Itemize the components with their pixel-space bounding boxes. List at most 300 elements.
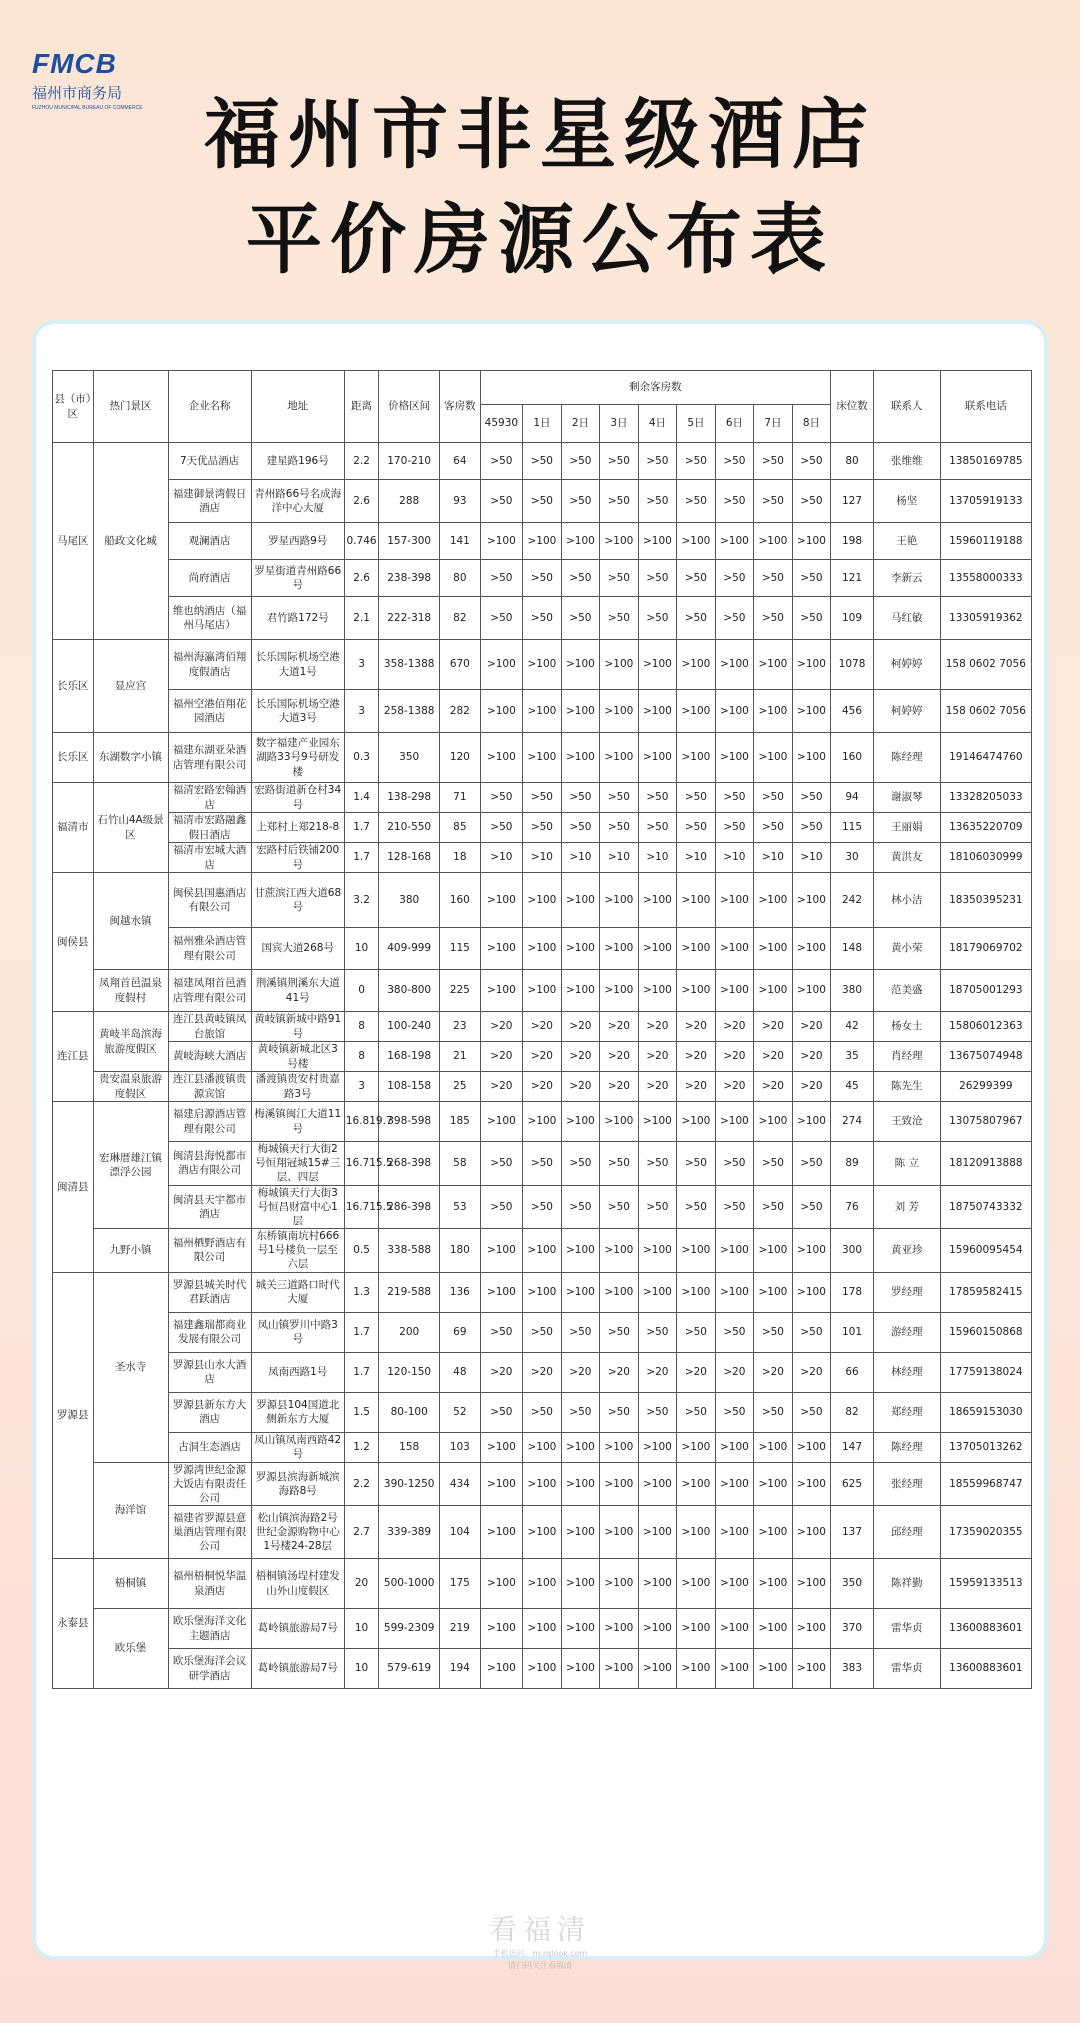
remaining-cell: >100 [638,873,677,928]
remaining-cell: >50 [754,1142,793,1186]
price-cell: 158 [379,1432,440,1462]
rooms-cell: 141 [440,523,481,560]
remaining-cell: >100 [638,640,677,690]
remaining-cell: >50 [600,1392,639,1432]
distance-cell: 1.3 [344,1272,378,1312]
address-cell: 东桥镇南坑村666号1号楼负一层至六层 [251,1229,344,1273]
distance-cell: 10 [344,1649,378,1689]
header-county: 县（市）区 [53,371,94,443]
header-day: 8日 [792,405,831,443]
remaining-cell: >100 [638,1649,677,1689]
remaining-cell: >20 [523,1352,562,1392]
remaining-cell: >50 [754,1392,793,1432]
area-cell: 东湖数字小镇 [93,733,168,783]
company-cell: 福州海瀛湾佰翔度假酒店 [168,640,251,690]
remaining-cell: >100 [480,873,523,928]
remaining-cell: >100 [677,523,716,560]
phone-cell: 18559968747 [940,1462,1031,1506]
rooms-cell: 48 [440,1352,481,1392]
company-cell: 福建东湖亚朵酒店管理有限公司 [168,733,251,783]
table-row [53,480,1032,523]
header-company: 企业名称 [168,371,251,443]
remaining-cell: >50 [600,813,639,843]
table-row [53,1229,1032,1273]
company-cell: 罗源湾世纪金源大饭店有限责任公司 [168,1462,251,1506]
phone-cell: 17359020355 [940,1506,1031,1559]
company-cell: 欧乐堡海洋文化主题酒店 [168,1609,251,1649]
remaining-cell: >100 [754,1432,793,1462]
area-cell: 石竹山4A级景区 [93,783,168,873]
table-row [53,1272,1032,1312]
address-cell: 凤南西路1号 [251,1352,344,1392]
beds-cell: 198 [831,523,874,560]
distance-cell: 8 [344,1012,378,1042]
phone-cell: 13675074948 [940,1042,1031,1072]
remaining-cell: >50 [480,1312,523,1352]
rooms-cell: 103 [440,1432,481,1462]
watermark-line2: 请扫码关注看福清 [508,1961,572,1970]
header-phone: 联系电话 [940,371,1031,443]
remaining-cell: >50 [677,560,716,597]
table-row [53,843,1032,873]
company-cell: 古洞生态酒店 [168,1432,251,1462]
remaining-cell: >50 [715,560,754,597]
price-cell: 288 [379,480,440,523]
county-cell: 福清市 [53,783,94,873]
price-cell: 258-1388 [379,690,440,733]
remaining-cell: >50 [715,1312,754,1352]
remaining-cell: >100 [523,733,562,783]
remaining-cell: >100 [600,523,639,560]
remaining-cell: >50 [715,597,754,640]
price-cell: 238-398 [379,560,440,597]
company-cell: 观澜酒店 [168,523,251,560]
remaining-cell: >50 [677,1142,716,1186]
beds-cell: 76 [831,1185,874,1229]
company-cell: 罗源县山水大酒店 [168,1352,251,1392]
area-cell: 贵安温泉旅游度假区 [93,1072,168,1102]
remaining-cell: >100 [792,1272,831,1312]
remaining-cell: >100 [523,1559,562,1609]
address-cell: 凤山镇凤南西路42号 [251,1432,344,1462]
rooms-cell: 18 [440,843,481,873]
remaining-cell: >100 [600,928,639,970]
table-row [53,1042,1032,1072]
rooms-cell: 82 [440,597,481,640]
remaining-cell: >100 [715,1229,754,1273]
area-cell: 黄岐半岛滨海旅游度假区 [93,1012,168,1072]
area-cell: 梧桐镇 [93,1559,168,1609]
area-cell: 圣水寺 [93,1272,168,1462]
remaining-cell: >50 [600,1142,639,1186]
rooms-cell: 69 [440,1312,481,1352]
phone-cell: 26299399 [940,1072,1031,1102]
remaining-cell: >100 [600,1649,639,1689]
contact-cell: 马红敏 [873,597,940,640]
table-row [53,928,1032,970]
table-row [53,560,1032,597]
remaining-cell: >20 [480,1352,523,1392]
company-cell: 福清市宏路融鑫假日酒店 [168,813,251,843]
remaining-cell: >100 [523,1462,562,1506]
rooms-cell: 282 [440,690,481,733]
remaining-cell: >10 [754,843,793,873]
remaining-cell: >20 [792,1042,831,1072]
remaining-cell: >50 [754,1312,793,1352]
address-cell: 潘渡镇贵安村贵嘉路3号 [251,1072,344,1102]
address-cell: 梅溪镇闽江大道11号 [251,1102,344,1142]
table-row [53,1012,1032,1042]
remaining-cell: >100 [792,1506,831,1559]
remaining-cell: >100 [561,873,600,928]
distance-cell: 16.715.5 [344,1185,378,1229]
phone-cell: 19146474760 [940,733,1031,783]
remaining-cell: >100 [480,640,523,690]
remaining-cell: >100 [561,1609,600,1649]
phone-cell: 18179069702 [940,928,1031,970]
rooms-cell: 670 [440,640,481,690]
contact-cell: 王丽娟 [873,813,940,843]
address-cell: 上郑村上郑218-8 [251,813,344,843]
table-row [53,523,1032,560]
remaining-cell: >100 [638,970,677,1012]
rooms-cell: 219 [440,1609,481,1649]
phone-cell: 13705919133 [940,480,1031,523]
company-cell: 闽清县天宇都市酒店 [168,1185,251,1229]
table-row [53,640,1032,690]
beds-cell: 380 [831,970,874,1012]
remaining-cell: >50 [638,560,677,597]
remaining-cell: >50 [677,1392,716,1432]
remaining-cell: >50 [792,1392,831,1432]
company-cell: 福州栖野酒店有限公司 [168,1229,251,1273]
county-cell: 罗源县 [53,1272,94,1559]
distance-cell: 10 [344,1609,378,1649]
beds-cell: 383 [831,1649,874,1689]
remaining-cell: >100 [600,873,639,928]
remaining-cell: >100 [480,733,523,783]
contact-cell: 郑经理 [873,1392,940,1432]
remaining-cell: >100 [600,1432,639,1462]
remaining-cell: >20 [638,1072,677,1102]
header-day: 3日 [600,405,639,443]
address-cell: 罗源县滨海新城滨海路8号 [251,1462,344,1506]
phone-cell: 18705001293 [940,970,1031,1012]
phone-cell: 13075807967 [940,1102,1031,1142]
remaining-cell: >50 [561,1185,600,1229]
company-cell: 福建凤翔首邑酒店管理有限公司 [168,970,251,1012]
distance-cell: 1.7 [344,813,378,843]
remaining-cell: >50 [480,1392,523,1432]
table-row [53,597,1032,640]
remaining-cell: >20 [754,1012,793,1042]
remaining-cell: >50 [480,1185,523,1229]
remaining-cell: >50 [638,1142,677,1186]
price-cell: 210-550 [379,813,440,843]
distance-cell: 0.746 [344,523,378,560]
address-cell: 罗星西路9号 [251,523,344,560]
beds-cell: 30 [831,843,874,873]
area-cell: 宏琳厝雄江镇漂浮公园 [93,1102,168,1229]
remaining-cell: >50 [792,443,831,480]
remaining-cell: >100 [677,690,716,733]
remaining-cell: >50 [715,480,754,523]
contact-cell: 雷华贞 [873,1609,940,1649]
remaining-cell: >100 [480,1559,523,1609]
remaining-cell: >50 [480,597,523,640]
address-cell: 数字福建产业园东湖路33号9号研发楼 [251,733,344,783]
phone-cell: 17759138024 [940,1352,1031,1392]
remaining-cell: >100 [677,970,716,1012]
address-cell: 长乐国际机场空港大道3号 [251,690,344,733]
remaining-cell: >50 [523,1142,562,1186]
price-cell: 219-588 [379,1272,440,1312]
price-cell: 500-1000 [379,1559,440,1609]
remaining-cell: >50 [480,813,523,843]
remaining-cell: >100 [523,690,562,733]
beds-cell: 1078 [831,640,874,690]
county-cell: 长乐区 [53,733,94,783]
company-cell: 福州梧桐悦华温泉酒店 [168,1559,251,1609]
remaining-cell: >100 [677,640,716,690]
remaining-cell: >100 [677,1462,716,1506]
header-beds: 床位数 [831,371,874,443]
distance-cell: 16.715.5 [344,1142,378,1186]
price-cell: 380 [379,873,440,928]
rooms-cell: 21 [440,1042,481,1072]
distance-cell: 2.6 [344,560,378,597]
address-cell: 宏路街道新仓村34号 [251,783,344,813]
remaining-cell: >100 [561,640,600,690]
remaining-cell: >100 [523,640,562,690]
beds-cell: 137 [831,1506,874,1559]
address-cell: 城关三道路口时代大厦 [251,1272,344,1312]
remaining-cell: >100 [638,1559,677,1609]
remaining-cell: >50 [561,1312,600,1352]
price-cell: 409-999 [379,928,440,970]
contact-cell: 刘 芳 [873,1185,940,1229]
remaining-cell: >100 [715,1102,754,1142]
rooms-cell: 104 [440,1506,481,1559]
company-cell: 福建省罗源县意巢酒店管理有限公司 [168,1506,251,1559]
contact-cell: 黄小荣 [873,928,940,970]
rooms-cell: 185 [440,1102,481,1142]
remaining-cell: >50 [561,783,600,813]
remaining-cell: >100 [600,1506,639,1559]
price-cell: 138-298 [379,783,440,813]
beds-cell: 148 [831,928,874,970]
company-cell: 连江县黄岐镇凤台旅馆 [168,1012,251,1042]
beds-cell: 115 [831,813,874,843]
remaining-cell: >50 [792,1312,831,1352]
remaining-cell: >100 [523,1649,562,1689]
remaining-cell: >100 [754,970,793,1012]
header-price: 价格区间 [379,371,440,443]
remaining-cell: >100 [677,873,716,928]
remaining-cell: >50 [561,480,600,523]
price-cell: 80-100 [379,1392,440,1432]
price-cell: 108-158 [379,1072,440,1102]
remaining-cell: >100 [754,928,793,970]
remaining-cell: >20 [480,1072,523,1102]
remaining-cell: >50 [754,443,793,480]
distance-cell: 1.2 [344,1432,378,1462]
beds-cell: 109 [831,597,874,640]
table-row [53,873,1032,928]
price-cell: 286-398 [379,1185,440,1229]
remaining-cell: >50 [715,1142,754,1186]
remaining-cell: >100 [792,1649,831,1689]
phone-cell: 18659153030 [940,1392,1031,1432]
remaining-cell: >20 [523,1012,562,1042]
remaining-cell: >20 [754,1072,793,1102]
contact-cell: 罗经理 [873,1272,940,1312]
contact-cell: 陈经理 [873,1432,940,1462]
remaining-cell: >100 [523,1432,562,1462]
county-cell: 闽清县 [53,1102,94,1273]
contact-cell: 谢淑琴 [873,783,940,813]
rooms-cell: 115 [440,928,481,970]
company-cell: 福州空港佰翔花园酒店 [168,690,251,733]
remaining-cell: >100 [561,1559,600,1609]
beds-cell: 94 [831,783,874,813]
contact-cell: 张经理 [873,1462,940,1506]
company-cell: 维也纳酒店（福州马尾店） [168,597,251,640]
header-address: 地址 [251,371,344,443]
remaining-cell: >50 [523,597,562,640]
remaining-cell: >100 [715,1272,754,1312]
company-cell: 闽侯县国惠酒店有限公司 [168,873,251,928]
remaining-cell: >100 [677,1432,716,1462]
remaining-cell: >20 [480,1042,523,1072]
remaining-cell: >50 [638,783,677,813]
header-day: 1日 [523,405,562,443]
beds-cell: 242 [831,873,874,928]
remaining-cell: >100 [715,640,754,690]
remaining-cell: >50 [792,1142,831,1186]
address-cell: 建星路196号 [251,443,344,480]
contact-cell: 陈先生 [873,1072,940,1102]
phone-cell: 17859582415 [940,1272,1031,1312]
remaining-cell: >100 [561,928,600,970]
contact-cell: 杨女士 [873,1012,940,1042]
remaining-cell: >20 [792,1352,831,1392]
rooms-cell: 160 [440,873,481,928]
remaining-cell: >50 [754,597,793,640]
header-day: 6日 [715,405,754,443]
remaining-cell: >100 [715,1559,754,1609]
remaining-cell: >20 [561,1072,600,1102]
remaining-cell: >50 [715,813,754,843]
price-cell: 599-2309 [379,1609,440,1649]
rooms-cell: 23 [440,1012,481,1042]
remaining-cell: >10 [638,843,677,873]
contact-cell: 林小洁 [873,873,940,928]
remaining-cell: >100 [792,523,831,560]
remaining-cell: >100 [561,1462,600,1506]
remaining-cell: >100 [677,928,716,970]
remaining-cell: >100 [792,1102,831,1142]
area-cell: 欧乐堡 [93,1609,168,1689]
remaining-cell: >20 [561,1012,600,1042]
logo-cn: 福州市商务局 [32,84,123,102]
remaining-cell: >100 [600,970,639,1012]
phone-cell: 13850169785 [940,443,1031,480]
contact-cell: 柯婷婷 [873,690,940,733]
beds-cell: 82 [831,1392,874,1432]
distance-cell: 1.5 [344,1392,378,1432]
distance-cell: 0.3 [344,733,378,783]
remaining-cell: >50 [792,783,831,813]
price-cell: 339-389 [379,1506,440,1559]
remaining-cell: >50 [523,1392,562,1432]
table-row [53,1072,1032,1102]
beds-cell: 370 [831,1609,874,1649]
company-cell: 福建御景湾假日酒店 [168,480,251,523]
table-row [53,970,1032,1012]
rooms-cell: 136 [440,1272,481,1312]
phone-cell: 15960150868 [940,1312,1031,1352]
table-row [53,1462,1032,1506]
remaining-cell: >100 [677,1559,716,1609]
table-row [53,733,1032,783]
company-cell: 闽清县海悦都市酒店有限公司 [168,1142,251,1186]
rooms-cell: 120 [440,733,481,783]
company-cell: 连江县潘渡镇贵源宾馆 [168,1072,251,1102]
remaining-cell: >100 [754,733,793,783]
remaining-cell: >50 [792,597,831,640]
distance-cell: 10 [344,928,378,970]
remaining-cell: >100 [480,690,523,733]
remaining-cell: >100 [600,1462,639,1506]
remaining-cell: >100 [715,733,754,783]
contact-cell: 范美盛 [873,970,940,1012]
remaining-cell: >100 [561,690,600,733]
remaining-cell: >50 [600,480,639,523]
address-cell: 松山镇滨海路2号世纪金源购物中心1号楼24-28层 [251,1506,344,1559]
distance-cell: 2.1 [344,597,378,640]
remaining-cell: >20 [792,1072,831,1102]
header-day: 4日 [638,405,677,443]
header-distance: 距离 [344,371,378,443]
remaining-cell: >100 [792,1462,831,1506]
remaining-cell: >100 [638,1609,677,1649]
contact-cell: 黄亚珍 [873,1229,940,1273]
remaining-cell: >100 [523,1272,562,1312]
remaining-cell: >100 [561,1649,600,1689]
remaining-cell: >50 [600,560,639,597]
contact-cell: 雷华贞 [873,1649,940,1689]
remaining-cell: >50 [480,560,523,597]
remaining-cell: >100 [677,1506,716,1559]
beds-cell: 350 [831,1559,874,1609]
remaining-cell: >100 [480,1432,523,1462]
address-cell: 凤山镇罗川中路3号 [251,1312,344,1352]
price-cell: 398-598 [379,1102,440,1142]
company-cell: 欧乐堡海洋会议研学酒店 [168,1649,251,1689]
remaining-cell: >20 [600,1072,639,1102]
county-cell: 连江县 [53,1012,94,1102]
remaining-cell: >50 [600,443,639,480]
remaining-cell: >100 [677,1102,716,1142]
address-cell: 梅城镇天行大街2号恒翔冠城15#三层、四层 [251,1142,344,1186]
remaining-cell: >50 [480,783,523,813]
remaining-cell: >100 [792,970,831,1012]
distance-cell: 2.6 [344,480,378,523]
rooms-cell: 194 [440,1649,481,1689]
contact-cell: 陈 立 [873,1142,940,1186]
phone-cell: 18120913888 [940,1142,1031,1186]
